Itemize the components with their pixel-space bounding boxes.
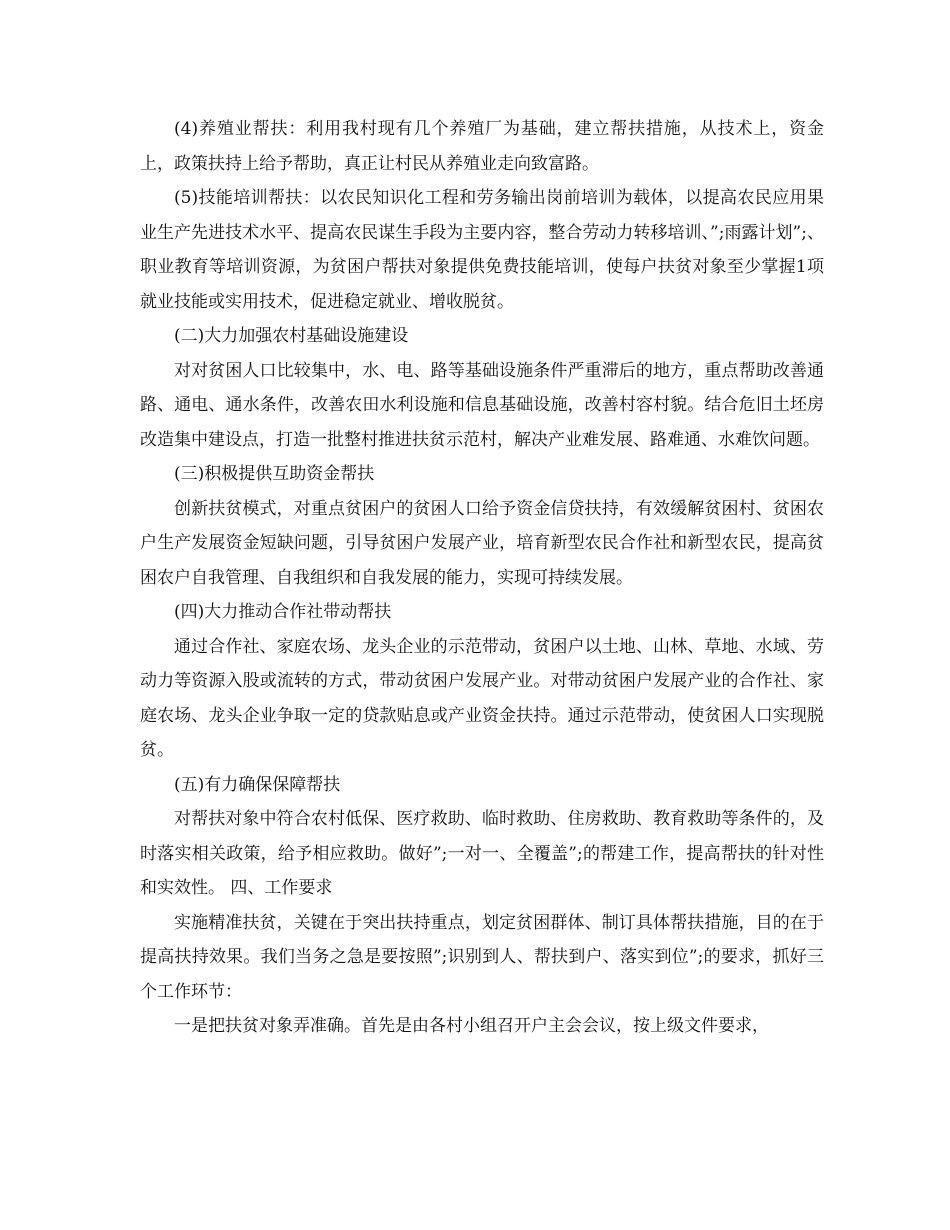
section-heading-cooperatives: (四)大力推动合作社带动帮扶 bbox=[174, 602, 392, 622]
paragraph-skills-training: (5)技能培训帮扶：以农民知识化工程和劳务输出岗前培训为载体，以提高农民应用果业生产先进技术水平、提高农民谋生手段为主要内容，整合劳动力转移培训、”;雨露计划”;、职业教育等培训资源，为贫困户帮扶对象提供免费技能培训，使每户扶贫对象至少掌握1项就业技能或实用技术，促进稳定就业、增收脱贫。 bbox=[140, 188, 824, 312]
paragraph-livestock-assistance: (4)养殖业帮扶：利用我村现有几个养殖厂为基础，建立帮扶措施，从技术上，资金上，政策扶持上给予帮助，真正让村民从养殖业走向致富路。 bbox=[140, 119, 824, 174]
paragraph-infrastructure: 对对贫困人口比较集中，水、电、路等基础设施条件严重滞后的地方，重点帮助改善通路、通电、通水条件，改善农田水利设施和信息基础设施，改善村容村貌。结合危旧土坯房改造集中建设点，打造一批整村推进扶贫示范村，解决产业难发展、路难通、水难饮问题。 bbox=[140, 360, 824, 450]
paragraph-mutual-funds: 创新扶贫模式，对重点贫困户的贫困人口给予资金信贷扶持，有效缓解贫困村、贫困农户生产发展资金短缺问题，引导贫困户发展产业，培育新型农民合作社和新型农民，提高贫困农户自我管理、自我组织和自我发展的能力，实现可持续发展。 bbox=[140, 498, 824, 588]
section-heading-mutual-funds: (三)积极提供互助资金帮扶 bbox=[174, 464, 375, 484]
paragraph-cooperatives: 通过合作社、家庭农场、龙头企业的示范带动，贫困户以土地、山林、草地、水域、劳动力等资源入股或流转的方式，带动贫困户发展产业。对带动贫困户发展产业的合作社、家庭农场、龙头企业争取一定的贷款贴息或产业资金扶持。通过示范带动，使贫困人口实现脱贫。 bbox=[140, 636, 824, 760]
paragraph-security: 对帮扶对象中符合农村低保、医疗救助、临时救助、住房救助、教育救助等条件的，及时落实相关政策，给予相应救助。做好”;一对一、全覆盖”;的帮建工作，提高帮扶的针对性和实效性。 四、工作要求 bbox=[140, 809, 824, 898]
document-body bbox=[140, 112, 824, 1044]
section-heading-security: (五)有力确保保障帮扶 bbox=[174, 774, 341, 795]
paragraph-work-requirements: 实施精准扶贫，关键在于突出扶持重点，划定贫困群体、制订具体帮扶措施，目的在于提高扶持效果。我们当务之急是要按照”;识别到人、帮扶到户、落实到位”;的要求，抓好三个工作环节： bbox=[140, 912, 824, 1002]
section-heading-infrastructure: (二)大力加强农村基础设施建设 bbox=[174, 326, 409, 346]
paragraph-first-step: 一是把扶贫对象弄准确。首先是由各村小组召开户主会会议，按上级文件要求， bbox=[174, 1016, 769, 1036]
